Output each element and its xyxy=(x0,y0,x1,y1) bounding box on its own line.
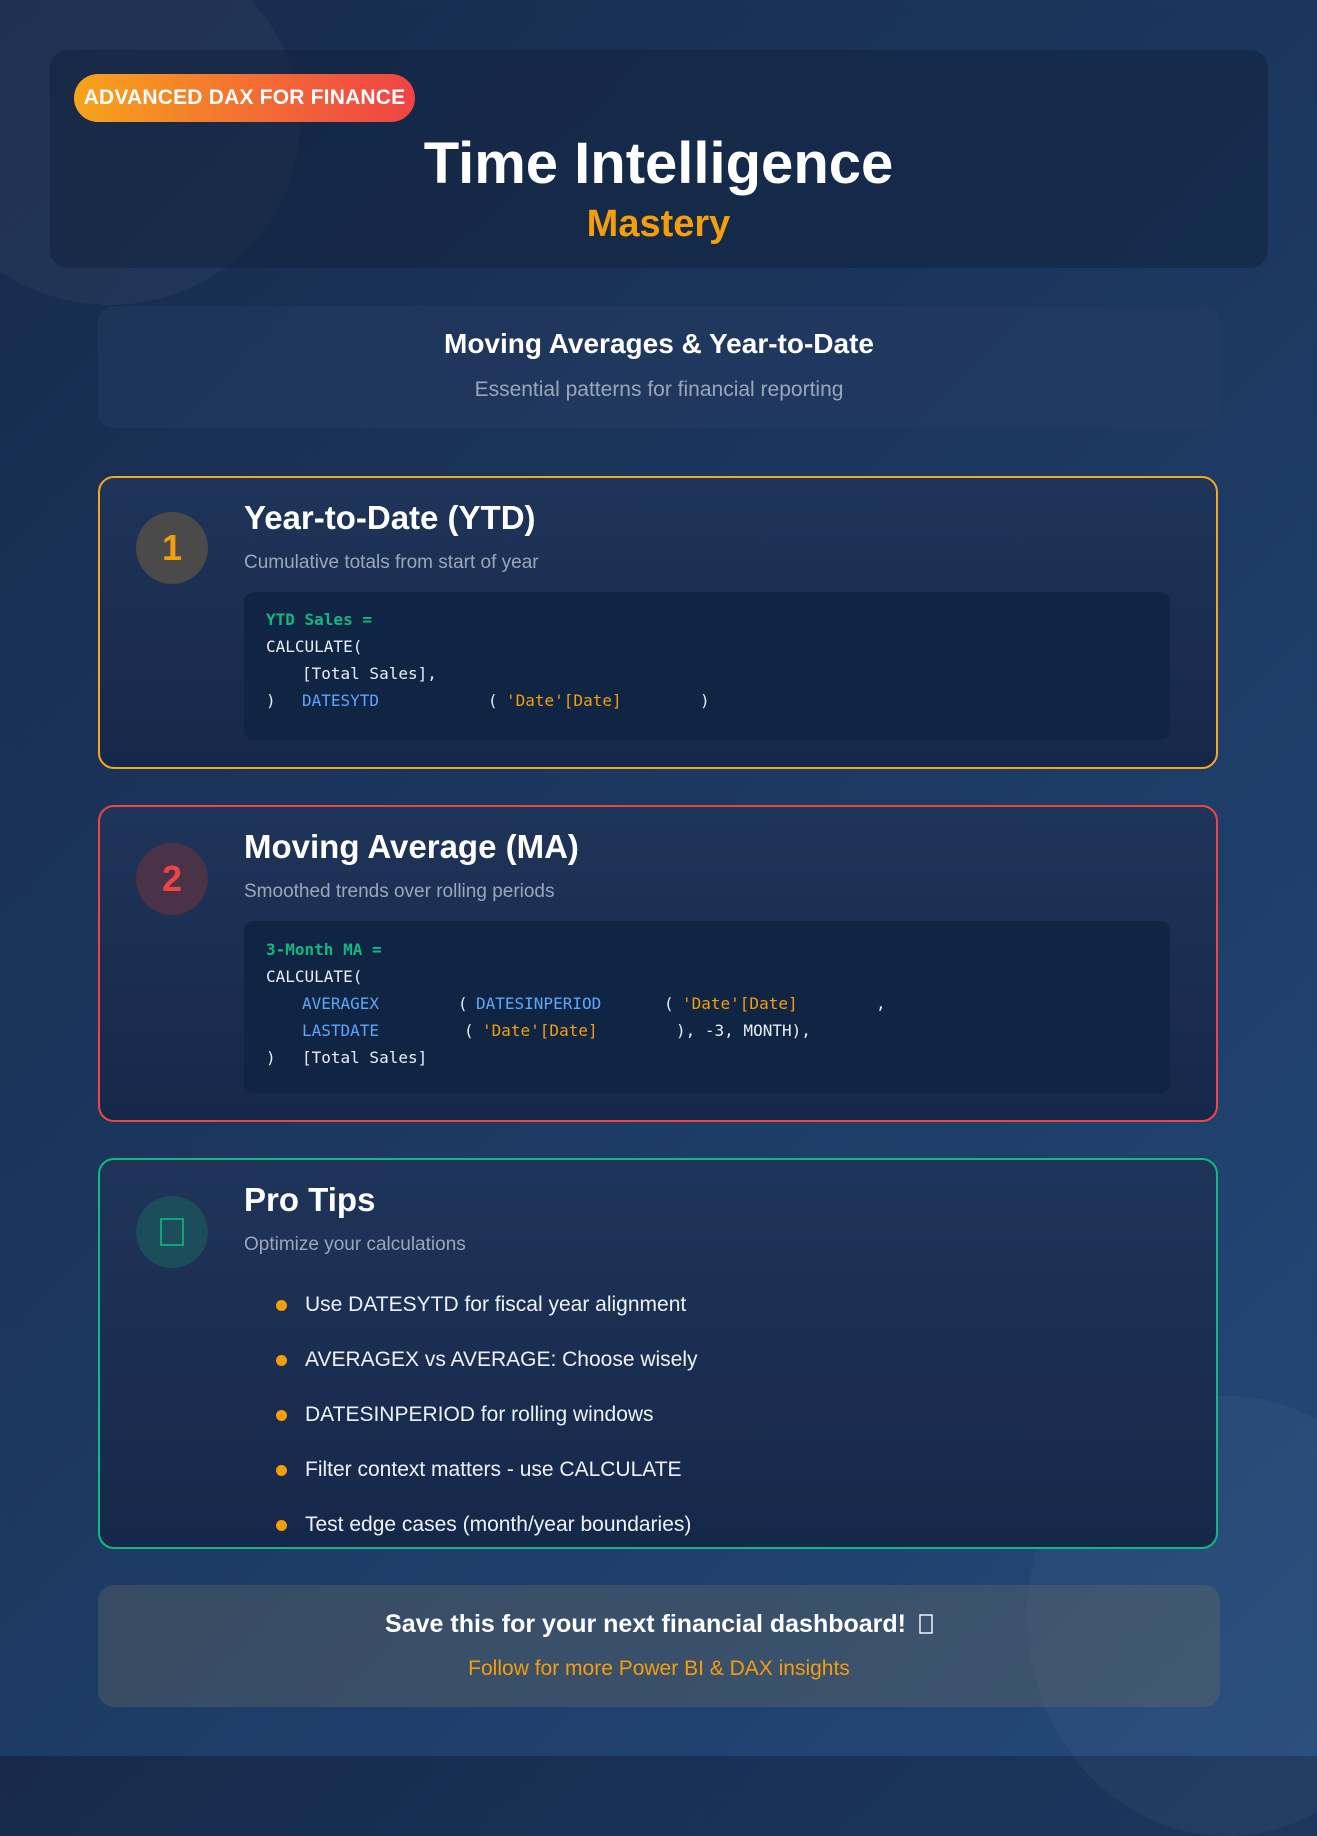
card-description: Cumulative totals from start of year xyxy=(244,552,539,573)
card-title: Pro Tips xyxy=(244,1181,376,1218)
code-line: 3-Month MA = xyxy=(266,940,382,959)
code-token: ) xyxy=(700,691,710,710)
step-number-1: 1 xyxy=(136,512,208,584)
bullet-icon xyxy=(276,1520,287,1531)
moving-average-card xyxy=(98,805,1218,1122)
bookmark-icon xyxy=(919,1614,933,1634)
footer-card xyxy=(98,1585,1220,1707)
footer-title xyxy=(98,1607,1220,1641)
bullet-icon xyxy=(276,1355,287,1366)
code-token: [Total Sales] xyxy=(302,1048,428,1067)
code-token: ( xyxy=(488,691,498,710)
card-title: Year-to-Date (YTD) xyxy=(244,499,536,536)
code-token: 'Date'[Date] xyxy=(482,1021,598,1040)
bullet-icon xyxy=(276,1300,287,1311)
code-line: CALCULATE( xyxy=(266,967,363,986)
tip-text: Filter context matters - use CALCULATE xyxy=(305,1458,682,1481)
code-line: CALCULATE( xyxy=(266,637,363,656)
code-token: AVERAGEX xyxy=(302,994,380,1013)
code-token: ( xyxy=(664,994,674,1013)
tip-text: Test edge cases (month/year boundaries) xyxy=(305,1513,692,1536)
code-line: [Total Sales], xyxy=(302,664,437,683)
code-line: YTD Sales = xyxy=(266,610,372,629)
lightbulb-icon xyxy=(136,1196,208,1268)
footer-subtitle: Follow for more Power BI & DAX insights xyxy=(468,1657,850,1680)
code-block xyxy=(244,592,1170,740)
step-number-2: 2 xyxy=(136,843,208,915)
code-token: ), -3, MONTH), xyxy=(676,1021,811,1040)
footer-title-text: Save this for your next financial dashboard! xyxy=(385,1610,906,1638)
category-badge: ADVANCED DAX FOR FINANCE xyxy=(74,74,415,122)
card-title: Moving Average (MA) xyxy=(244,828,579,865)
code-block xyxy=(244,921,1170,1093)
tip-text: Use DATESYTD for fiscal year alignment xyxy=(305,1293,687,1316)
ytd-card xyxy=(98,476,1218,769)
section-description: Essential patterns for financial reporting xyxy=(474,378,844,401)
code-token: LASTDATE xyxy=(302,1021,380,1040)
code-token: , xyxy=(876,994,886,1013)
page-title: Time Intelligence xyxy=(423,131,894,196)
card-description: Optimize your calculations xyxy=(244,1234,466,1255)
page-subtitle: Mastery xyxy=(586,203,731,245)
code-token: ) xyxy=(266,691,276,710)
code-token: DATESYTD xyxy=(302,691,380,710)
pro-tips-card xyxy=(98,1158,1218,1549)
card-description: Smoothed trends over rolling periods xyxy=(244,881,555,902)
section-title: Moving Averages & Year-to-Date xyxy=(444,328,874,359)
bullet-icon xyxy=(276,1410,287,1421)
section-intro-card xyxy=(98,306,1220,428)
code-token: DATESINPERIOD xyxy=(476,994,602,1013)
bullet-icon xyxy=(276,1465,287,1476)
code-token: ( xyxy=(464,1021,474,1040)
code-token: ( xyxy=(458,994,468,1013)
code-token: 'Date'[Date] xyxy=(682,994,798,1013)
code-token: 'Date'[Date] xyxy=(506,691,622,710)
tip-text: DATESINPERIOD for rolling windows xyxy=(305,1403,654,1426)
code-token: ) xyxy=(266,1048,276,1067)
tip-text: AVERAGEX vs AVERAGE: Choose wisely xyxy=(305,1348,698,1371)
